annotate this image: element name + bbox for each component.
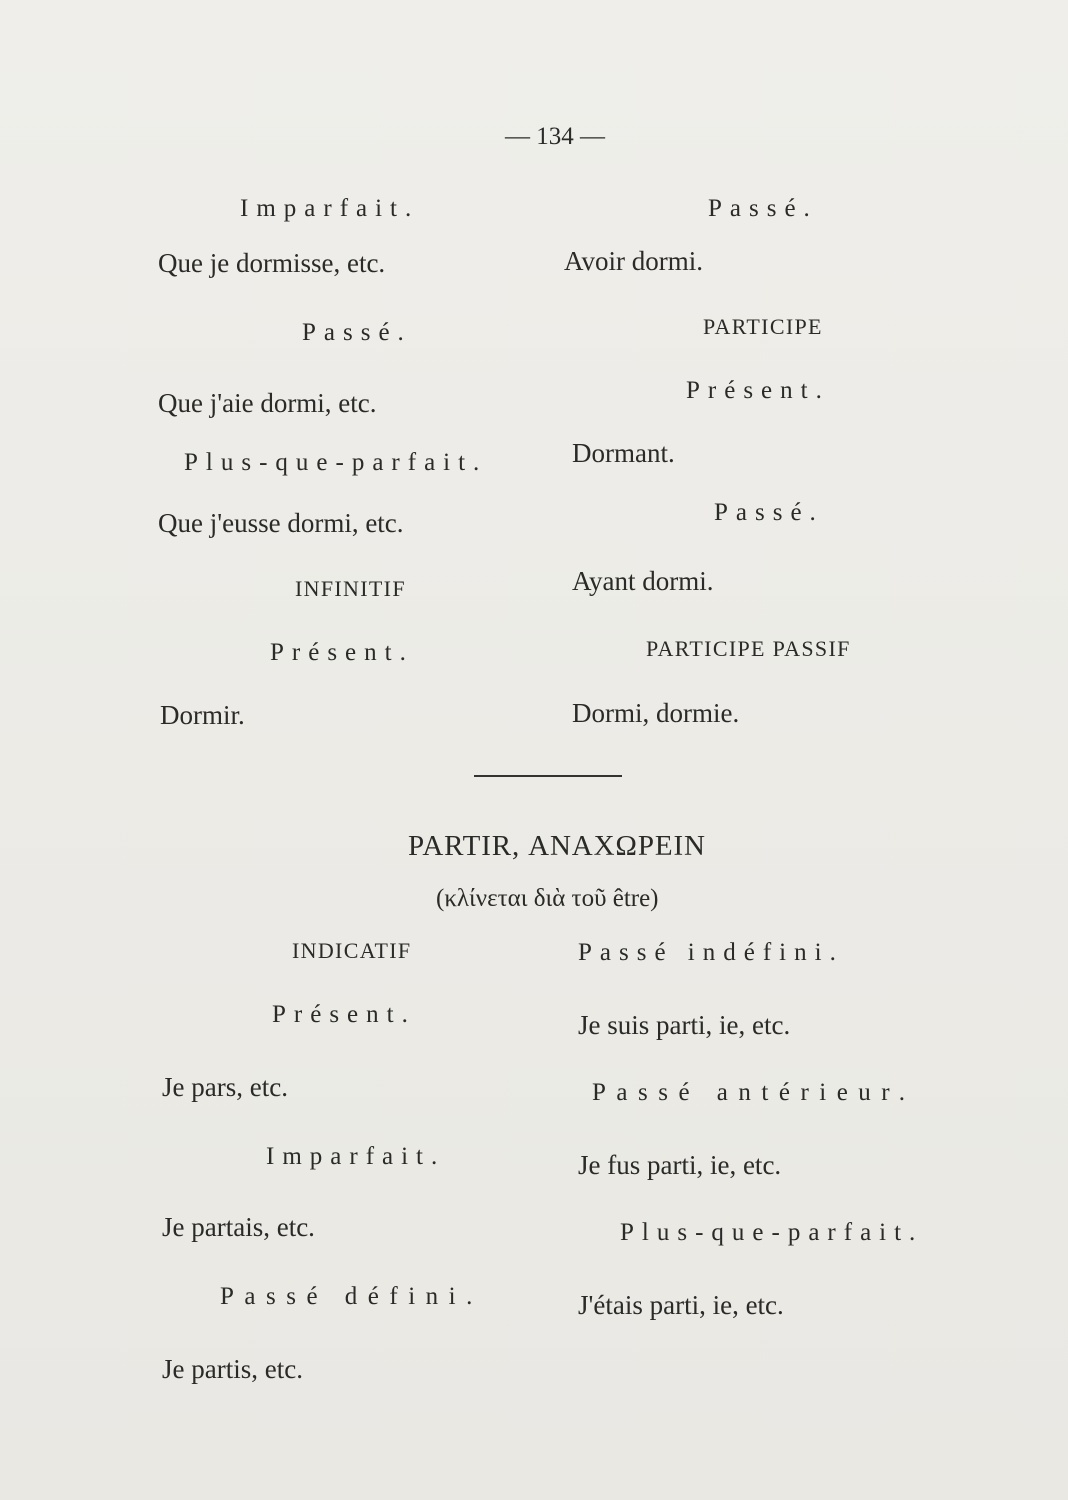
infinitif-present-heading: Présent.: [270, 639, 414, 666]
infinitif-present-form: Dormir.: [160, 700, 245, 730]
section-subtitle: (κλίνεται διὰ τοῦ être): [436, 885, 659, 912]
partir-present-heading: Présent.: [272, 1001, 416, 1028]
section-divider: [474, 775, 622, 777]
partir-passe-defini-form: Je partis, etc.: [162, 1354, 303, 1384]
partir-passe-anterieur-heading: Passé antérieur.: [592, 1079, 916, 1106]
imparfait-form: Que je dormisse, etc.: [158, 248, 386, 278]
partir-passe-defini-heading: Passé défini.: [220, 1283, 483, 1310]
participe-present-heading: Présent.: [686, 377, 830, 404]
participe-passif-heading: PARTICIPE PASSIF: [646, 636, 851, 661]
infinitif-passe-heading: Passé.: [708, 195, 818, 222]
partir-passe-indefini-form: Je suis parti, ie, etc.: [578, 1010, 791, 1040]
plusqueparfait-heading: Plus-que-parfait.: [184, 449, 488, 476]
participe-heading: PARTICIPE: [703, 314, 823, 339]
participe-present-form: Dormant.: [572, 438, 675, 468]
participe-passe-heading: Passé.: [714, 499, 824, 526]
indicatif-heading: INDICATIF: [292, 938, 412, 963]
partir-imparfait-heading: Imparfait.: [266, 1143, 446, 1170]
partir-present-form: Je pars, etc.: [162, 1072, 288, 1102]
partir-imparfait-form: Je partais, etc.: [162, 1212, 315, 1242]
partir-plusqueparfait-heading: Plus-que-parfait.: [620, 1219, 924, 1246]
infinitif-passe-form: Avoir dormi.: [564, 246, 703, 276]
section-title: PARTIR, ΑΝΑΧΩΡΕΙΝ: [408, 830, 706, 862]
participe-passe-form: Ayant dormi.: [572, 566, 714, 596]
subjonctif-passe-form: Que j'aie dormi, etc.: [158, 388, 377, 418]
page-number: — 134 —: [505, 123, 605, 150]
partir-plusqueparfait-form: J'étais parti, ie, etc.: [578, 1290, 784, 1320]
subjonctif-passe-heading: Passé.: [302, 319, 412, 346]
infinitif-heading: INFINITIF: [295, 576, 406, 601]
partir-passe-indefini-heading: Passé indéfini.: [578, 939, 844, 966]
imparfait-heading: Imparfait.: [240, 195, 420, 222]
participe-passif-form: Dormi, dormie.: [572, 698, 740, 728]
partir-passe-anterieur-form: Je fus parti, ie, etc.: [578, 1150, 782, 1180]
plusqueparfait-form: Que j'eusse dormi, etc.: [158, 508, 404, 538]
